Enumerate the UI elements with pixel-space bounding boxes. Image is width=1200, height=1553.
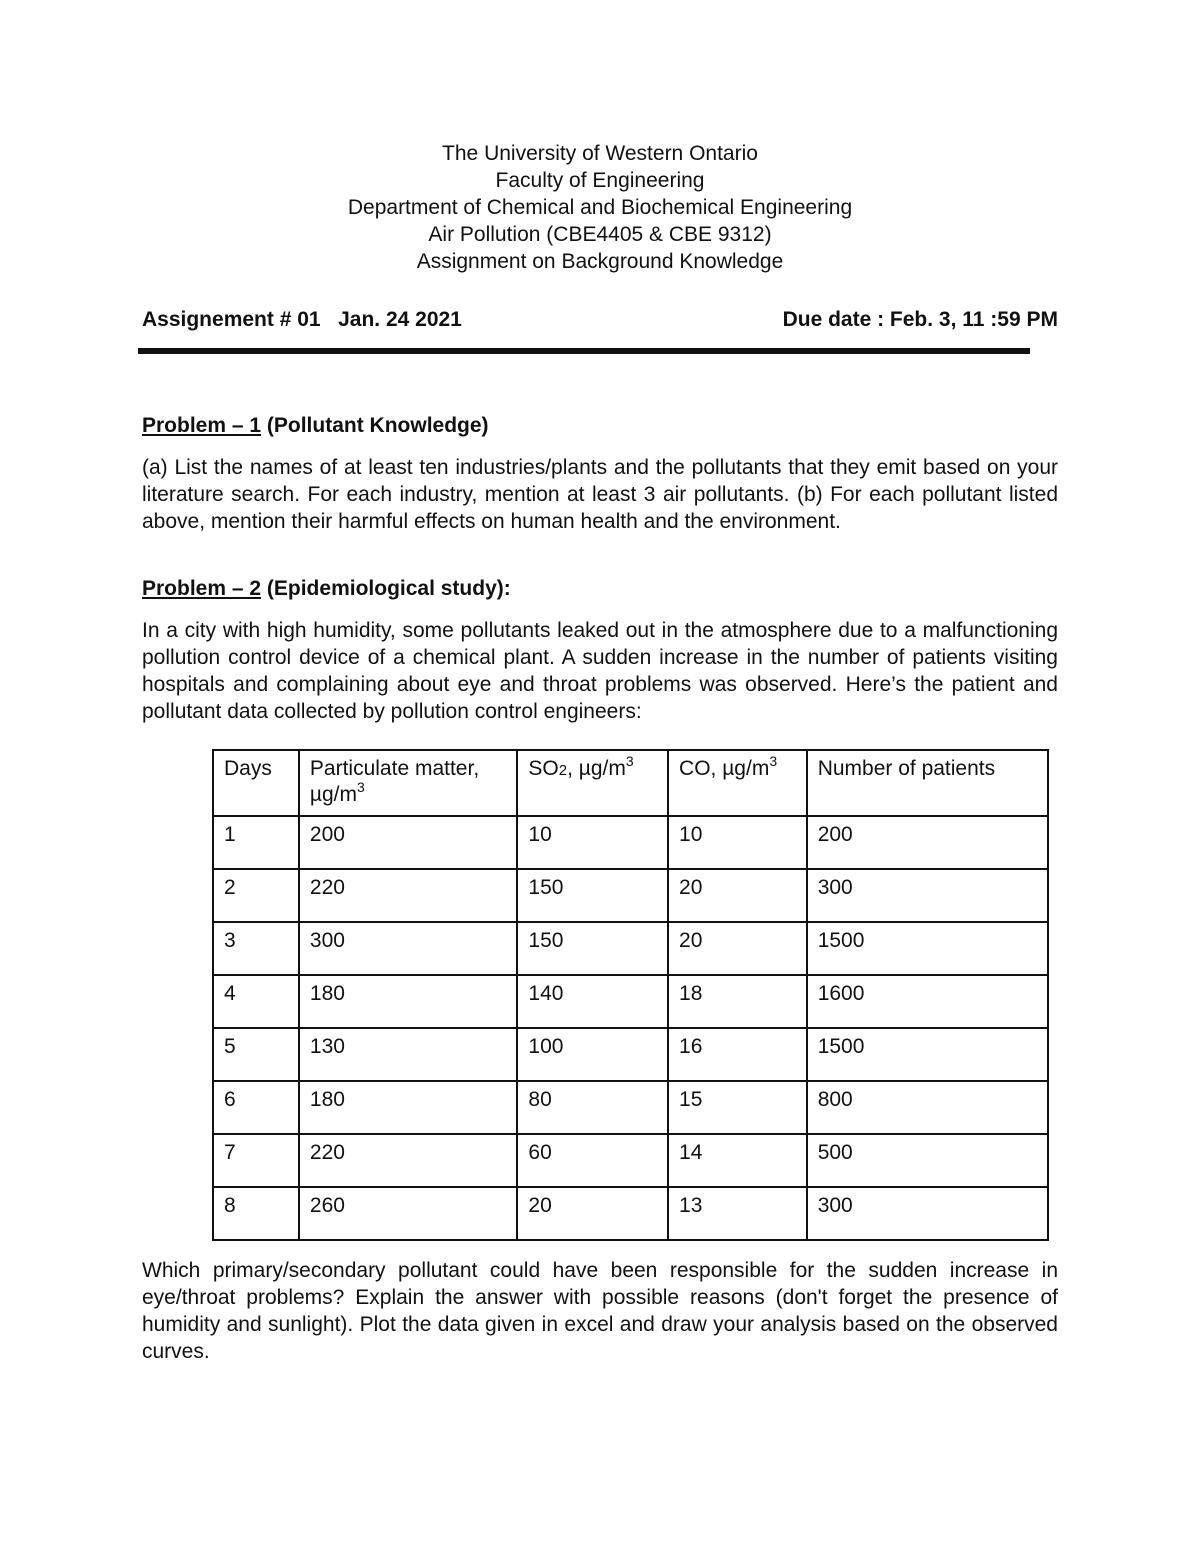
cube-superscript: 3 [625,753,634,769]
department-name: Department of Chemical and Biochemical Engineering [347,196,853,219]
table-cell: 500 [807,1134,1048,1187]
table-cell: 60 [517,1134,668,1187]
patient-pollutant-table [212,749,1049,1241]
table-cell: 14 [668,1134,807,1187]
table-cell: 200 [807,816,1048,869]
cube-superscript: 3 [769,753,778,769]
table-cell: 15 [668,1081,807,1134]
table-cell: 180 [299,975,518,1028]
table-cell: 10 [517,816,668,869]
table-cell: 80 [517,1081,668,1134]
table-cell: 13 [668,1187,807,1240]
cube-superscript: 3 [357,779,365,795]
problem2-intro [142,617,1058,725]
table-cell: 220 [299,1134,518,1187]
header-so2-prefix: SO [528,757,559,780]
table-cell: 260 [299,1187,518,1240]
header-so2 [517,750,668,816]
university-name: The University of Western Ontario [442,142,758,165]
table-row [213,1134,1048,1187]
problem2-heading [142,575,511,603]
table-cell: 100 [517,1028,668,1081]
table-cell: 4 [213,975,299,1028]
due-date: Due date : Feb. 3, 11 :59 PM [782,308,1058,331]
problem2-label: Problem – 2 [142,577,262,600]
table-cell: 300 [807,869,1048,922]
document-header [0,140,1200,275]
table-cell: 20 [668,869,807,922]
table-row [213,869,1048,922]
table-cell: 1600 [807,975,1048,1028]
assignment-date: Jan. 24 2021 [338,308,462,331]
problem2-question: Which primary/secondary pollutant could have been responsible for the sudden increase in eye/throat problems? Explain the answer with possible reasons (don't forget the presence of humidity and sunlight). Plot the data given in excel and draw your analysis based on the observed curves. [142,1259,1058,1363]
table-cell: 300 [299,922,518,975]
table-cell: 800 [807,1081,1048,1134]
table-cell: 220 [299,869,518,922]
problem1-heading [142,412,489,440]
table-cell: 1500 [807,1028,1048,1081]
table-cell: 150 [517,869,668,922]
assignment-number: Assignement # 01 [142,308,321,331]
table-cell: 20 [668,922,807,975]
table-cell: 2 [213,869,299,922]
table-cell: 180 [299,1081,518,1134]
header-number-of-patients: Number of patients [807,750,1048,816]
table-cell: 1500 [807,922,1048,975]
table-cell: 6 [213,1081,299,1134]
assignment-number-date [142,306,462,334]
table-cell: 3 [213,922,299,975]
table-row [213,1028,1048,1081]
table-cell: 8 [213,1187,299,1240]
table-cell: 200 [299,816,518,869]
table-cell: 5 [213,1028,299,1081]
table-cell: 18 [668,975,807,1028]
table-cell: 140 [517,975,668,1028]
header-pm-unit: µg/m [309,783,358,806]
so2-subscript: 2 [558,762,568,779]
problem1-body: (a) List the names of at least ten industries/plants and the pollutants that they emit based on your literature search. For each industry, mention at least 3 air pollutants. (b) For each pollutant listed above, mention their harmful effects on human health and the environment. [142,456,1058,533]
table-cell: 20 [517,1187,668,1240]
header-co-label: CO, µg/m [679,757,770,780]
faculty-name: Faculty of Engineering [495,169,705,192]
table-cell: 300 [807,1187,1048,1240]
table-cell: 16 [668,1028,807,1081]
assignment-title: Assignment on Background Knowledge [416,250,784,273]
course-name: Air Pollution (CBE4405 & CBE 9312) [428,223,772,246]
table-cell: 7 [213,1134,299,1187]
table-header-row [213,750,1048,816]
table-row [213,922,1048,975]
problem2-title: (Epidemiological study): [261,577,511,600]
problem2-intro-plain: observed. Here’s the patient and pollutant data collected by pollution control engineers: [142,673,1058,723]
problem2-intro-bold: In a city with high humidity, some pollutants leaked out in the atmosphere due to a malfunctioning pollution control device of a chemical plant. A sudden increase in the number of patients visiting hospitals and complaining about eye and throat problems was [142,619,1058,696]
header-pm-label: Particulate matter, [309,757,480,780]
table-cell: 150 [517,922,668,975]
problem1-title: (Pollutant Knowledge) [261,414,489,437]
table-cell: 10 [668,816,807,869]
header-co [668,750,807,816]
table-cell: 1 [213,816,299,869]
table-cell: 130 [299,1028,518,1081]
table-row [213,975,1048,1028]
header-so2-unit: , µg/m [567,757,626,780]
problem1-label: Problem – 1 [142,414,262,437]
header-particulate-matter [299,750,518,816]
table-row [213,1187,1048,1240]
table-row [213,816,1048,869]
table-row [213,1081,1048,1134]
header-days: Days [213,750,299,816]
horizontal-rule [138,348,1030,354]
